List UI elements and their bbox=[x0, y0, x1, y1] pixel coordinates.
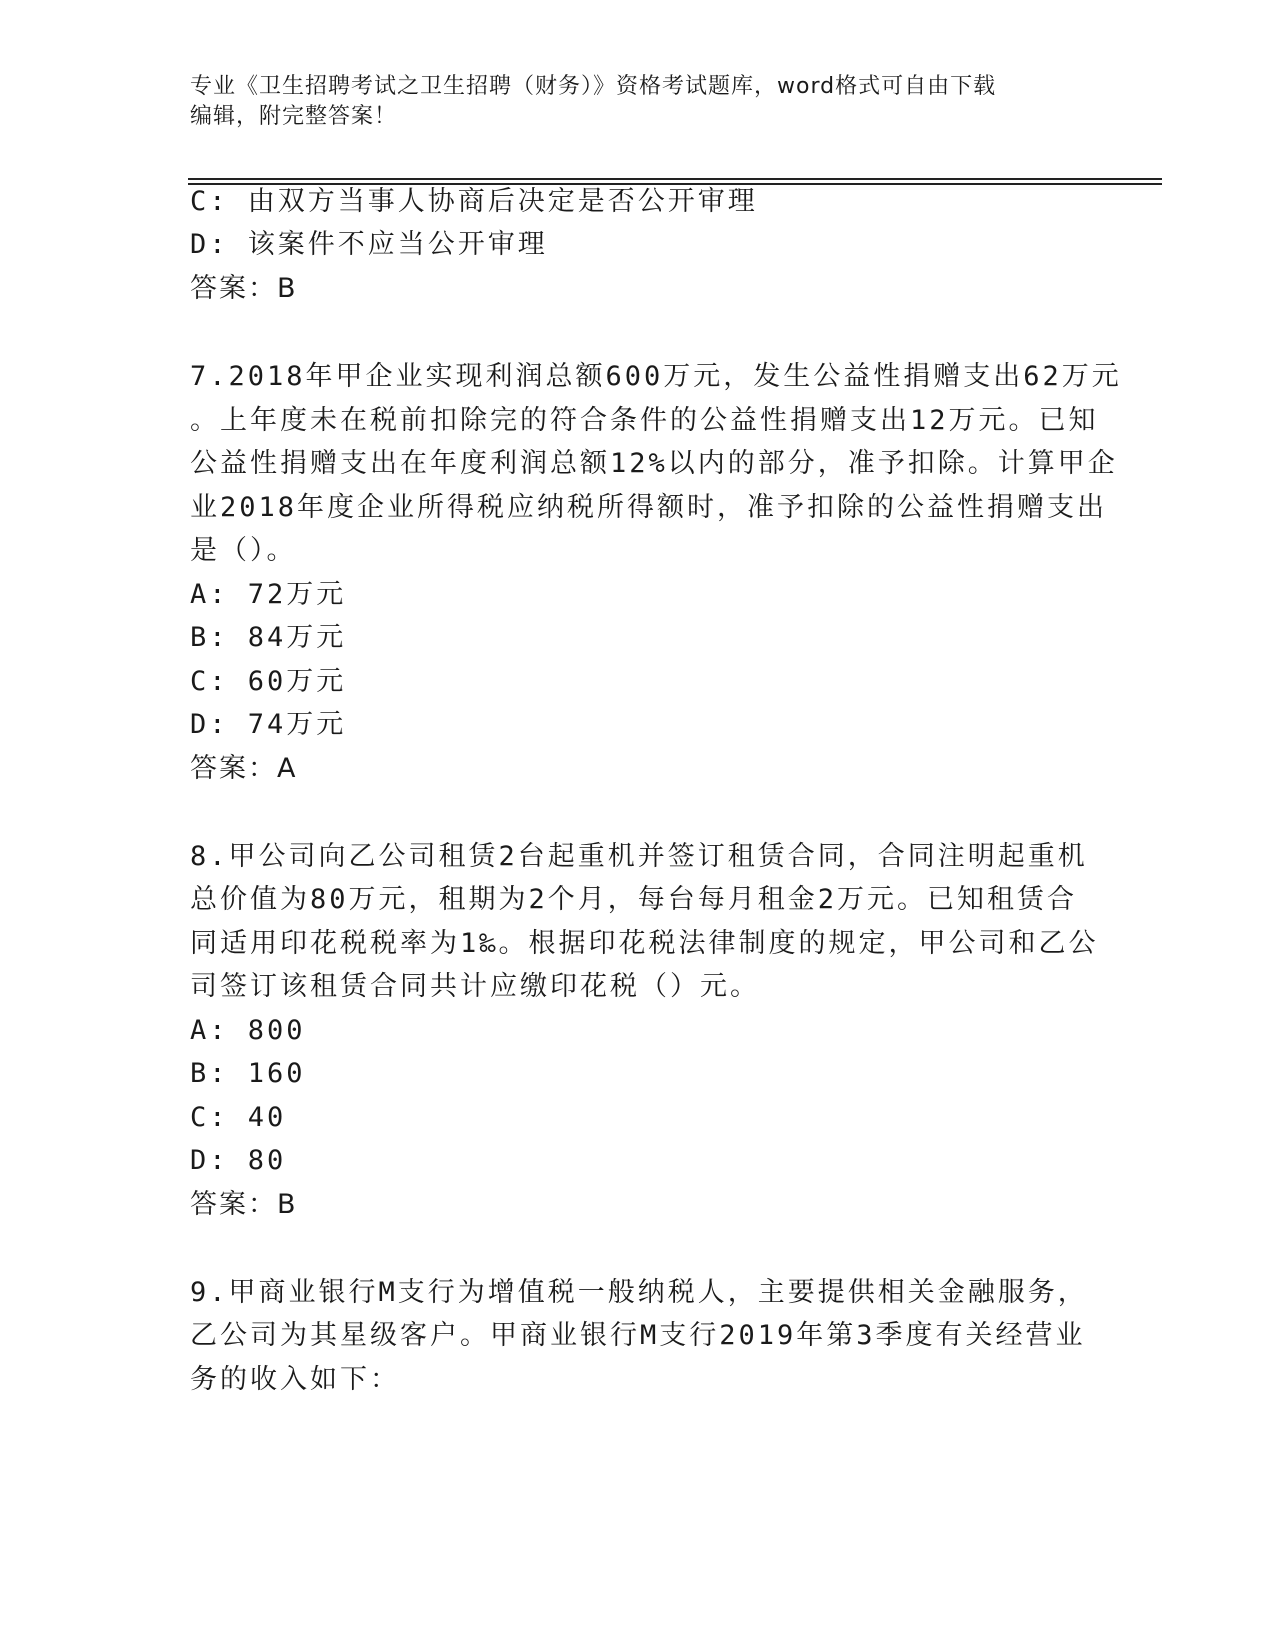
q7-option-d: D: 74万元 bbox=[190, 709, 347, 740]
q8-option-b: B: 160 bbox=[190, 1058, 306, 1089]
q6-option-c: C: 由双方当事人协商后决定是否公开审理 bbox=[190, 186, 758, 217]
q7-stem-line-5: 是（）。 bbox=[190, 535, 297, 566]
q7-option-b: B: 84万元 bbox=[190, 622, 347, 653]
q7-stem-line-4: 业2018年度企业所得税应纳税所得额时，准予扣除的公益性捐赠支出 bbox=[190, 492, 1108, 523]
header-divider-top bbox=[188, 178, 1162, 180]
header-line-2: 编辑，附完整答案！ bbox=[190, 104, 398, 129]
q8-stem-line-1: 8.甲公司向乙公司租赁2台起重机并签订租赁合同，合同注明起重机 bbox=[190, 841, 1088, 872]
q8-stem-line-3: 同适用印花税税率为1‰。根据印花税法律制度的规定，甲公司和乙公 bbox=[190, 928, 1099, 959]
q8-option-c: C: 40 bbox=[190, 1102, 287, 1133]
header-line-1: 专业《卫生招聘考试之卫生招聘（财务）》资格考试题库，word格式可自由下载 bbox=[190, 74, 997, 99]
q7-stem-line-1: 7.2018年甲企业实现利润总额600万元，发生公益性捐赠支出62万元 bbox=[190, 361, 1122, 392]
q7-answer: 答案：A bbox=[190, 753, 298, 784]
q6-answer: 答案：B bbox=[190, 273, 298, 304]
q7-stem-line-2: 。上年度未在税前扣除完的符合条件的公益性捐赠支出12万元。已知 bbox=[190, 405, 1099, 436]
document-header bbox=[190, 72, 1070, 132]
q7-stem-line-3: 公益性捐赠支出在年度利润总额12%以内的部分，准予扣除。计算甲企 bbox=[190, 448, 1118, 479]
q8-answer: 答案：B bbox=[190, 1189, 298, 1220]
q8-stem-line-2: 总价值为80万元，租期为2个月，每台每月租金2万元。已知租赁合 bbox=[190, 884, 1078, 915]
q7-option-c: C: 60万元 bbox=[190, 666, 347, 697]
q9-stem-line-2: 乙公司为其星级客户。甲商业银行M支行2019年第3季度有关经营业 bbox=[190, 1320, 1086, 1351]
q8-option-d: D: 80 bbox=[190, 1145, 287, 1176]
q9-stem-line-1: 9.甲商业银行M支行为增值税一般纳税人，主要提供相关金融服务， bbox=[190, 1277, 1088, 1308]
q6-option-d: D: 该案件不应当公开审理 bbox=[190, 229, 548, 260]
q8-option-a: A: 800 bbox=[190, 1015, 306, 1046]
q8-stem-line-4: 司签订该租赁合同共计应缴印花税（）元。 bbox=[190, 971, 760, 1002]
q9-stem-line-3: 务的收入如下： bbox=[190, 1364, 400, 1395]
q7-option-a: A: 72万元 bbox=[190, 579, 347, 610]
